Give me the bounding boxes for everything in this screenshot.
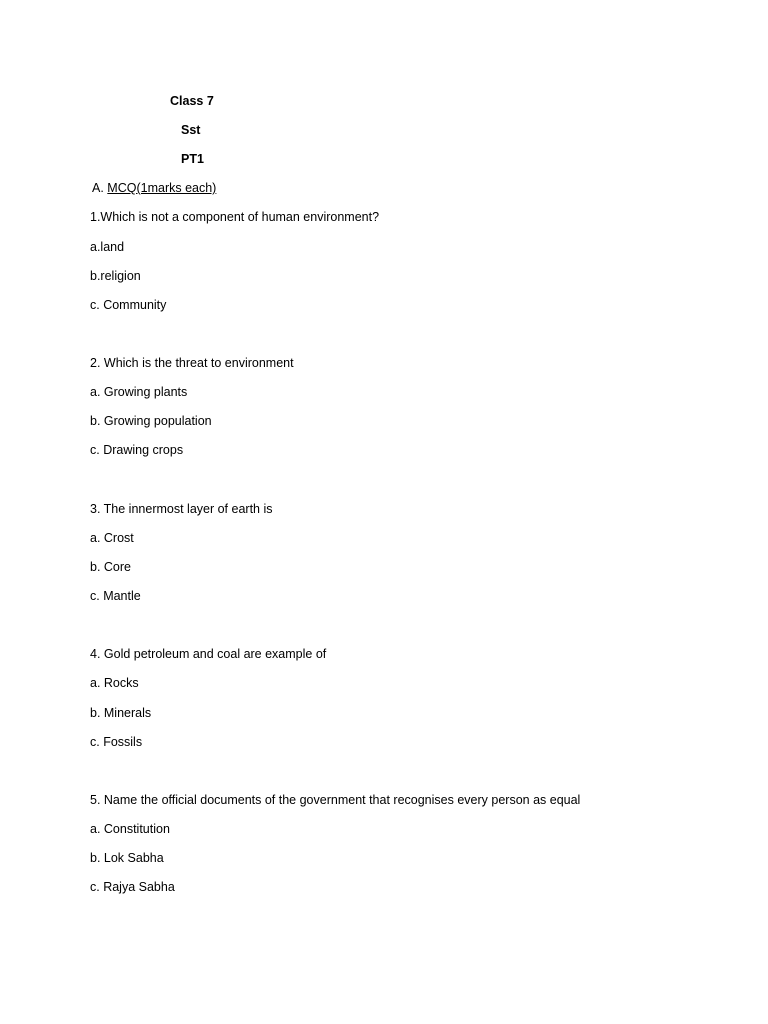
option-1b: b.religion bbox=[90, 269, 141, 283]
section-title: MCQ(1marks each) bbox=[107, 181, 217, 195]
class-heading: Class 7 bbox=[170, 94, 214, 108]
option-4c: c. Fossils bbox=[90, 735, 143, 749]
option-2c: c. Drawing crops bbox=[90, 443, 184, 457]
question-2: 2. Which is the threat to environment bbox=[90, 356, 294, 370]
option-4a: a. Rocks bbox=[90, 676, 139, 690]
option-1c: c. Community bbox=[90, 298, 167, 312]
option-2b: b. Growing population bbox=[90, 414, 212, 428]
option-4b: b. Minerals bbox=[90, 706, 152, 720]
subject-heading: Sst bbox=[181, 123, 201, 137]
section-marker: A. bbox=[92, 181, 104, 195]
section-heading bbox=[92, 181, 216, 195]
question-4: 4. Gold petroleum and coal are example of bbox=[90, 647, 327, 661]
question-3: 3. The innermost layer of earth is bbox=[90, 502, 273, 516]
test-heading: PT1 bbox=[181, 152, 204, 166]
option-1a: a.land bbox=[90, 240, 125, 254]
option-3a: a. Crost bbox=[90, 531, 134, 545]
option-2a: a. Growing plants bbox=[90, 385, 188, 399]
option-3c: c. Mantle bbox=[90, 589, 141, 603]
option-5a: a. Constitution bbox=[90, 822, 170, 836]
option-5b: b. Lok Sabha bbox=[90, 851, 164, 865]
question-5: 5. Name the official documents of the government that recognises every person as equal bbox=[90, 793, 581, 807]
question-1: 1.Which is not a component of human environment? bbox=[90, 210, 380, 224]
option-3b: b. Core bbox=[90, 560, 131, 574]
option-5c: c. Rajya Sabha bbox=[90, 880, 175, 894]
